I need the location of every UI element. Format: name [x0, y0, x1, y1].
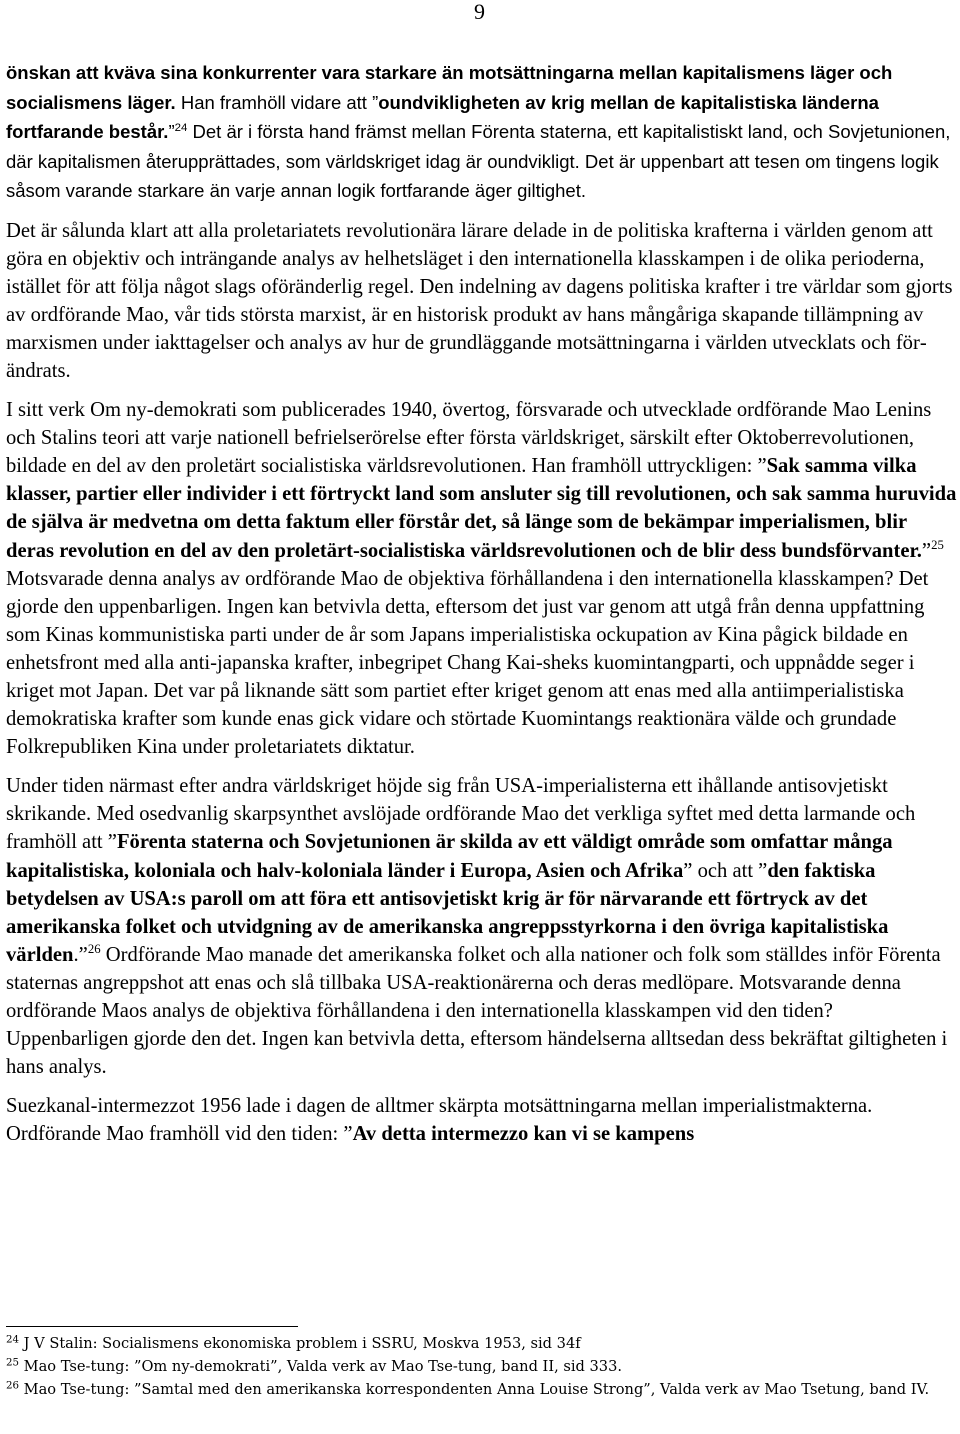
text-run: önskan att kväva sina konkurrenter vara starkare än motsättningarna mellan kapitalismens läger och socialismens läger.	[6, 62, 893, 113]
text-run: Han framhöll vidare att ”	[175, 91, 379, 113]
text-run: Suezkanal-intermezzot 1956 lade i dagen de alltmer skärpta motsättningarna mellan imperialistmakterna. Ordförande Mao framhöll vid den tiden: ”	[6, 1095, 873, 1146]
text-run: Förenta staterna och Sovjetunionen är skilda av ett väldigt område som omfattar många kapitalistiska, koloniala och halv-koloniala länder i Europa, Asien och Afrika	[6, 831, 893, 882]
footnote-divider	[6, 1326, 298, 1327]
text-run: Under tiden närmast efter andra världskriget höjde sig från USA-imperialisterna ett ihållande antisovjetiskt skrikande. Med osedvanlig skarpsynthet avslöjade ordförande Mao det verkliga syftet med detta larmande och framhöll att ”	[6, 775, 916, 854]
text-run: ”	[168, 121, 175, 142]
footnotes	[6, 1332, 946, 1401]
footnote-ref[interactable]: 25	[931, 537, 944, 552]
text-run: Av detta intermezzo kan vi se kampens	[352, 1123, 695, 1146]
paragraph-3	[6, 396, 958, 761]
text-run: ” och att ”	[683, 859, 768, 882]
footnote-24	[6, 1332, 946, 1355]
footnote-ref[interactable]: 26	[87, 941, 101, 956]
text-run: Ordförande Mao manade det amerikanska folket och alla nationer och folk som ställdes inför Förenta staternas angreppshot att enas och slå tillbaka USA-reaktionärerna och deras medlöpare. Motsvarande denna ordförande Maos analys de objektiva förhållandena i den internationella klasskampen vid den tiden? Uppenbarligen gjorde den det. Ingen kan betvivla detta, eftersom händelserna alltsedan dess bekräftat giltigheten i hans analys.	[6, 943, 948, 1079]
footnote-25	[6, 1355, 946, 1378]
paragraph-4	[6, 772, 958, 1081]
paragraph-5	[6, 1092, 958, 1148]
paragraph-2	[6, 217, 958, 386]
text-run: den faktiska betydelsen av USA:s paroll om att föra ett antisovjetiskt krig är för närvarande ett förtryck av det amerikanska folket och utvidgning av de amerikanska angreppsstyrkorna i den övriga kapitalistiska världen	[6, 859, 889, 966]
footnote-number: 26	[6, 1380, 20, 1392]
text-run: I sitt verk Om ny-demokrati som publicerades 1940, övertog, försvarade och utvecklade ordförande Mao Lenins och Stalins teori att varje nationell befrielserörelse efter första världskriget, särskilt efter Oktoberrevolutionen, bildade en del av den proletärt socialistiska världsrevolutionen. Han framhöll uttryckligen: ”	[6, 399, 932, 478]
footnote-text: Mao Tse-tung: ”Om ny-demokrati”, Valda verk av Mao Tse-tung, band II, sid 333.	[19, 1358, 622, 1375]
body-text	[6, 58, 958, 1160]
footnote-number: 25	[6, 1357, 20, 1369]
text-run: Sak samma vilka klasser, partier eller individer i ett förtryckt land som ansluter sig till revolutionen, och sak samma huruvida de själva är medvetna om detta faktum eller förstår det, så länge som de bekämpar imperialismen, blir deras revolution en del av den proletärt-socialistiska världsrevolutionen och de blir dess bundsförvanter.	[6, 455, 957, 562]
footnote-number: 24	[6, 1334, 20, 1346]
footnote-26	[6, 1378, 946, 1401]
footnote-text: Mao Tse-tung: ”Samtal med den amerikanska korrespondenten Anna Louise Strong”, Valda verk av Mao Tsetung, band IV.	[19, 1381, 930, 1398]
paragraph-1	[6, 58, 958, 206]
text-run: .”	[73, 943, 88, 966]
footnote-ref[interactable]: 24	[174, 121, 188, 134]
text-run: ”	[921, 539, 932, 562]
footnote-text: J V Stalin: Socialismens ekonomiska problem i SSRU, Moskva 1953, sid 34f	[19, 1335, 581, 1352]
text-run: Motsvarade denna analys av ordförande Mao de objektiva förhållandena i den internationella klasskampen? Det gjorde den uppenbarligen. Ingen kan betvivla detta, eftersom det just var genom att utgå från denna uppfattning som Kinas kommunistiska parti under de år som Japans imperialistiska ockupation av Kina pågick bildade en enhetsfront med alla anti-japanska krafter, inbegripet Chang Kai-sheks kuomintangparti, och uppnådde seger i kriget mot Japan. Det var på liknande sätt som partiet efter kriget genom att enas med alla antiimperialistiska demokratiska krafter som kunde enas gick vidare och störtade Kuomintangs reaktionära välde och grundade Folkrepubliken Kina under proletariatets diktatur.	[6, 567, 929, 759]
text-run: oundvikligheten av krig mellan de kapitalistiska länderna fortfarande består.	[6, 91, 879, 142]
page-number: 9	[474, 0, 485, 24]
text-run: Det är i första hand främst mellan Förenta staterna, ett kapitalistiskt land, och Sovjetunionen, där kapitalismen återupprättades, som världskriget idag är oundvikligt. Det är uppenbart att tesen om tingens logik såsom varande starkare än varje annan logik fortfarande äger giltighet.	[6, 121, 951, 201]
text-run: Det är sålunda klart att alla proletariatets revolutionära lärare delade in de politiska krafterna i världen genom att göra en objektiv och inträngande analys av helhetsläget i den internationella klasskampen i de olika perioderna, istället för att följa något slags oföränderlig regel. Den indelning av dagens politiska krafter i tre världar som gjorts av ordförande Mao, vår tids största marxist, är en historisk produkt av hans mångåriga skapande tillämpning av marxismen under iakttagelser och analys av hur de grundläggande motsättningarna i världen utvecklats och förändrats.	[6, 219, 953, 382]
